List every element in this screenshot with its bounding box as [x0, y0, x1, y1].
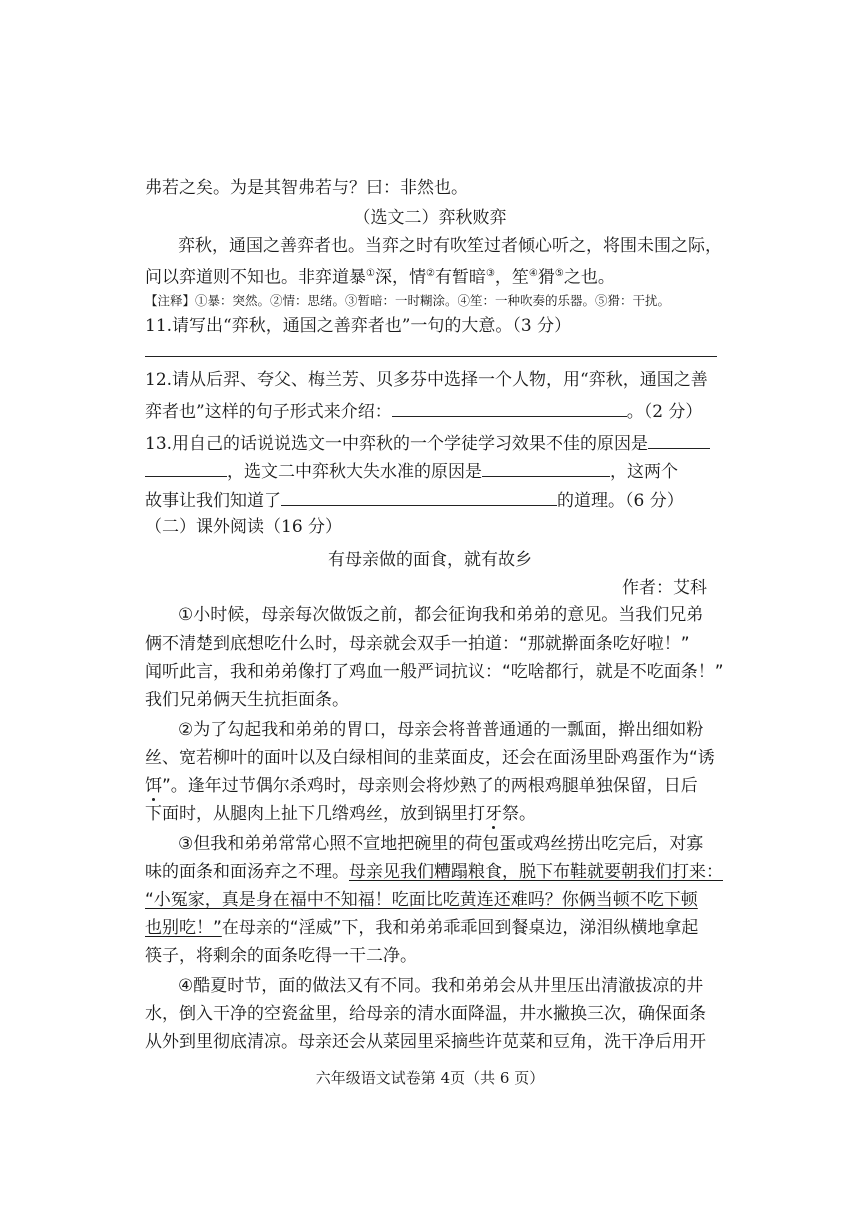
- passage2-line: 弈秋，通国之善弈者也。当弈之时有吹笙过者倾心听之，将围未围之际，: [178, 236, 722, 256]
- question-13-text: ，选文二中弈秋大失水准的原因是: [227, 462, 482, 482]
- section-heading: （二）课外阅读（16 分）: [145, 517, 343, 537]
- note-marker: ②: [425, 268, 435, 279]
- answer-blank-q13c[interactable]: [281, 487, 557, 506]
- note-marker: ①: [366, 268, 375, 279]
- article-author: 作者：艾科: [622, 578, 707, 598]
- question-13-line2: [145, 458, 678, 484]
- paragraph-2-line: ②为了勾起我和弟弟的胃口，母亲会将普普通通的一瓢面，擀出细如粉: [178, 720, 704, 740]
- question-13-text: 13.用自己的话说说选文一中弈秋的一个学徒学习效果不佳的原因是: [145, 434, 649, 454]
- question-13-text: ，这两个: [610, 462, 678, 482]
- question-12-score: 。（2 分）: [626, 402, 703, 422]
- paragraph-3-text: 在母亲的“淫威”下，我和弟弟乖乖回到餐桌边，涕泪纵横地拿起: [221, 918, 699, 938]
- paragraph-1-line: 俩不清楚到底想吃什么时，母亲就会双手一拍道：“那就擀面条吃好啦！”: [145, 634, 690, 654]
- underlined-sentence: 母亲见我们糟蹋粮食，脱下布鞋就要朝我们打来：: [349, 862, 723, 882]
- page-footer: 六年级语文试卷第 4页（共 6 页）: [315, 1069, 545, 1087]
- fragment-line: 弗若之矣。为是其智弗若与？曰：非然也。: [145, 178, 468, 198]
- question-13-score: 的道理。（6 分）: [557, 491, 684, 511]
- paragraph-4-line: 从外到里彻底清凉。母亲还会从菜园里采摘些许苋菜和豆角，洗干净后用开: [145, 1032, 706, 1052]
- paragraph-3-line: ③但我和弟弟常常心照不宣地把碗里的荷包蛋或鸡丝捞出吃完后，对寡: [178, 834, 704, 854]
- passage2-text: 有暂暗: [434, 267, 486, 288]
- paragraph-4-line: ④酷夏时节，面的做法又有不同。我和弟弟会从井里压出清澈拔凉的井: [178, 976, 704, 996]
- question-12: 12.请从后羿、夸父、梅兰芳、贝多芬中选择一个人物，用“弈秋，通国之善: [145, 370, 708, 390]
- question-12-line2: [145, 398, 702, 424]
- answer-blank-q13a-cont[interactable]: [145, 458, 227, 477]
- answer-blank-q13b[interactable]: [482, 458, 610, 477]
- passage2-text: 猾: [537, 267, 555, 288]
- paragraph-3-text: 味的面条和面汤弃之不理。: [145, 862, 349, 882]
- paragraph-2-line: [145, 802, 536, 826]
- article-title: 有母亲做的面食，就有故乡: [328, 550, 532, 570]
- passage2-text: ，笙: [494, 267, 529, 288]
- paragraph-1-line: 我们兄弟俩天生抗拒面条。: [145, 690, 349, 710]
- paragraph-3-line: 筷子，将剩余的面条吃得一干二净。: [145, 946, 417, 966]
- dotted-phrase: 打牙祭: [468, 804, 519, 824]
- passage2-title: （选文二）弈秋败弈: [353, 208, 507, 228]
- question-11: 11.请写出“弈秋，通国之善弈者也”一句的大意。（3 分）: [145, 316, 572, 336]
- note-marker: ③: [485, 268, 495, 279]
- underlined-sentence-line: “小冤家，真是身在福中不知福！吃面比吃黄连还难吗？你俩当顿不吃下顿: [145, 890, 698, 910]
- answer-blank-q12[interactable]: [392, 398, 627, 417]
- paragraph-2-text: 下面时，从腿肉上扯下几绺鸡丝，放到锅里: [145, 804, 468, 824]
- paragraph-4-line: 水，倒入干净的空瓷盆里，给母亲的清水面降温，井水撇换三次，确保面条: [145, 1004, 706, 1024]
- passage2-text: 问以弈道则不知也。非弈道暴: [145, 267, 366, 288]
- paragraph-3-line: [145, 860, 723, 884]
- paragraph-1-line: ①小时候，母亲每次做饭之前，都会征询我和弟弟的意见。当我们兄弟: [178, 605, 704, 625]
- paragraph-2-text: 。: [519, 804, 536, 824]
- paragraph-3-line: [145, 916, 698, 940]
- paragraph-2-text: ”。逢年过节偶尔杀鸡时，母亲则会将炒熟了的两根鸡腿单独保留，日后: [162, 776, 698, 796]
- question-13-line3: [145, 487, 684, 513]
- answer-line-q11[interactable]: [145, 356, 717, 357]
- paragraph-2-line: [145, 774, 698, 798]
- passage2-text: 深，情: [374, 267, 426, 288]
- question-13-text: 故事让我们知道了: [145, 491, 281, 511]
- paragraph-1-line: 闻听此言，我和弟弟像打了鸡血一般严词抗议：“吃啥都行，就是不吃面条！”: [145, 662, 724, 682]
- passage2-line: [145, 262, 615, 290]
- annotation-note: 【注释】①暴：突然。②情：思绪。③暂暗：一时糊涂。④笙：一种吹奏的乐器。⑤猾：干扰。: [145, 293, 671, 308]
- question-12-text: 弈者也”这样的句子形式来介绍：: [145, 402, 392, 422]
- passage2-text: 之也。: [563, 267, 615, 288]
- dotted-word: 饵: [145, 776, 162, 796]
- note-marker: ④: [528, 268, 538, 279]
- note-marker: ⑤: [554, 268, 564, 279]
- answer-blank-q13a[interactable]: [648, 430, 710, 449]
- paragraph-2-line: 丝、宽若柳叶的面叶以及白绿相间的韭菜面皮，还会在面汤里卧鸡蛋作为“诱: [145, 748, 715, 768]
- question-13-line1: [145, 430, 710, 456]
- underlined-sentence: 也别吃！”: [145, 918, 222, 938]
